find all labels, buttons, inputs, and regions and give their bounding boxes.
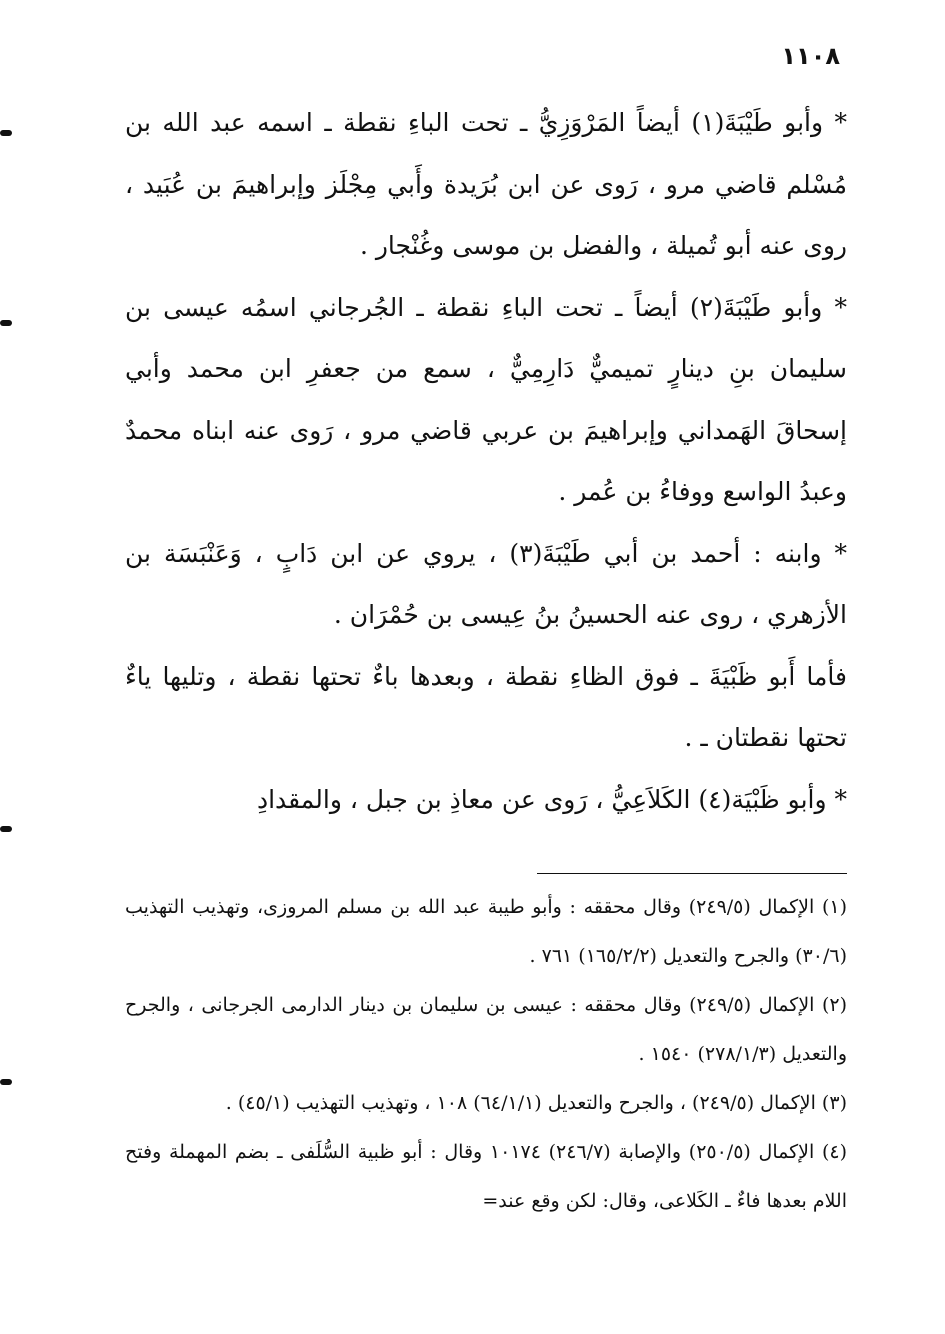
footnote-separator	[537, 873, 847, 874]
binding-hole-mark	[0, 130, 12, 136]
footnote-2: (٢) الإكمال (٢٤٩/٥) وقال محققه : عيسى بن سليمان بن دينار الدارمى الجرجانى ، والجرح والتعديل (٢٧٨/١/٣) ١٥٤٠ .	[125, 994, 847, 1065]
footnote-4: (٤) الإكمال (٢٥٠/٥) والإصابة (٢٤٦/٧) ١٠١٧٤ وقال : أبو ظبية السُّلَفى ـ بضم المهملة وفتح اللام بعدها فاءٌ ـ الكَلاعى، وقال: لكن وقع عند=	[125, 1141, 848, 1212]
main-text-body	[125, 92, 847, 830]
page-number: ١١٠٨	[781, 42, 840, 70]
binding-hole-mark	[0, 826, 12, 832]
binding-hole-mark	[0, 320, 12, 326]
footnote-3: (٣) الإكمال (٢٤٩/٥) ، والجرح والتعديل (٦٤/١/١) ١٠٨ ، وتهذيب التهذيب (٤٥/١) .	[225, 1092, 847, 1114]
entry-abu-tayba-marwazi: * وأبو طَيْبَةَ(١) أيضاً المَرْوَزِيُّ ـ تحت الباءِ نقطة ـ اسمه عبد الله بن مُسْلم قاضي مرو ، رَوى عن ابن بُرَيدة وأَبي مِجْلَز وإبراهيمَ بن عُبَيد ، روى عنه أبو تُميلة ، والفضل بن موسى وغُنْجار .	[125, 108, 847, 260]
binding-hole-mark	[0, 1079, 12, 1085]
footnote-1: (١) الإكمال (٢٤٩/٥) وقال محققه : وأبو طيبة عبد الله بن مسلم المروزى، وتهذيب التهذيب (٣٠/٦) والجرح والتعديل (١٦٥/٢/٢) ٧٦١ .	[125, 896, 847, 967]
entry-abu-zabya-note: فأما أَبو ظَبْيَةَ ـ فوق الظاءِ نقطة ، وبعدها باءٌ تحتها نقطة ، وتليها ياءٌ تحتها نقطتان ـ .	[125, 661, 847, 752]
entry-ahmad-ibn-abi-tayba: * وابنه : أحمد بن أبي طَيْبَةَ(٣) ، يروي عن ابن دَابٍ ، وَعَنْبَسَة بن الأزهري ، روى عنه الحسينُ بنُ عِيسى بن حُمْرَان .	[125, 538, 847, 629]
entry-abu-tayba-jurjani: * وأبو طَيْبَةَ(٢) أيضاً ـ تحت الباءِ نقطة ـ الجُرجاني اسمُه عيسى بن سليمان بنِ دينارٍ تميميٌّ دَارِمِيٌّ ، سمع من جعفرِ ابن محمد وأبي إسحاقَ الهَمداني وإبراهيمَ بن عربي قاضي مرو ، رَوى عنه ابناه محمدٌ وعبدُ الواسع ووفاءُ بن عُمر .	[125, 292, 847, 506]
entry-abu-zabya-kalai: * وأبو ظَبْيَة(٤) الكَلاَعِيُّ ، رَوى عن معاذِ بن جبل ، والمقدادِ	[256, 784, 847, 814]
footnotes	[125, 883, 847, 1226]
